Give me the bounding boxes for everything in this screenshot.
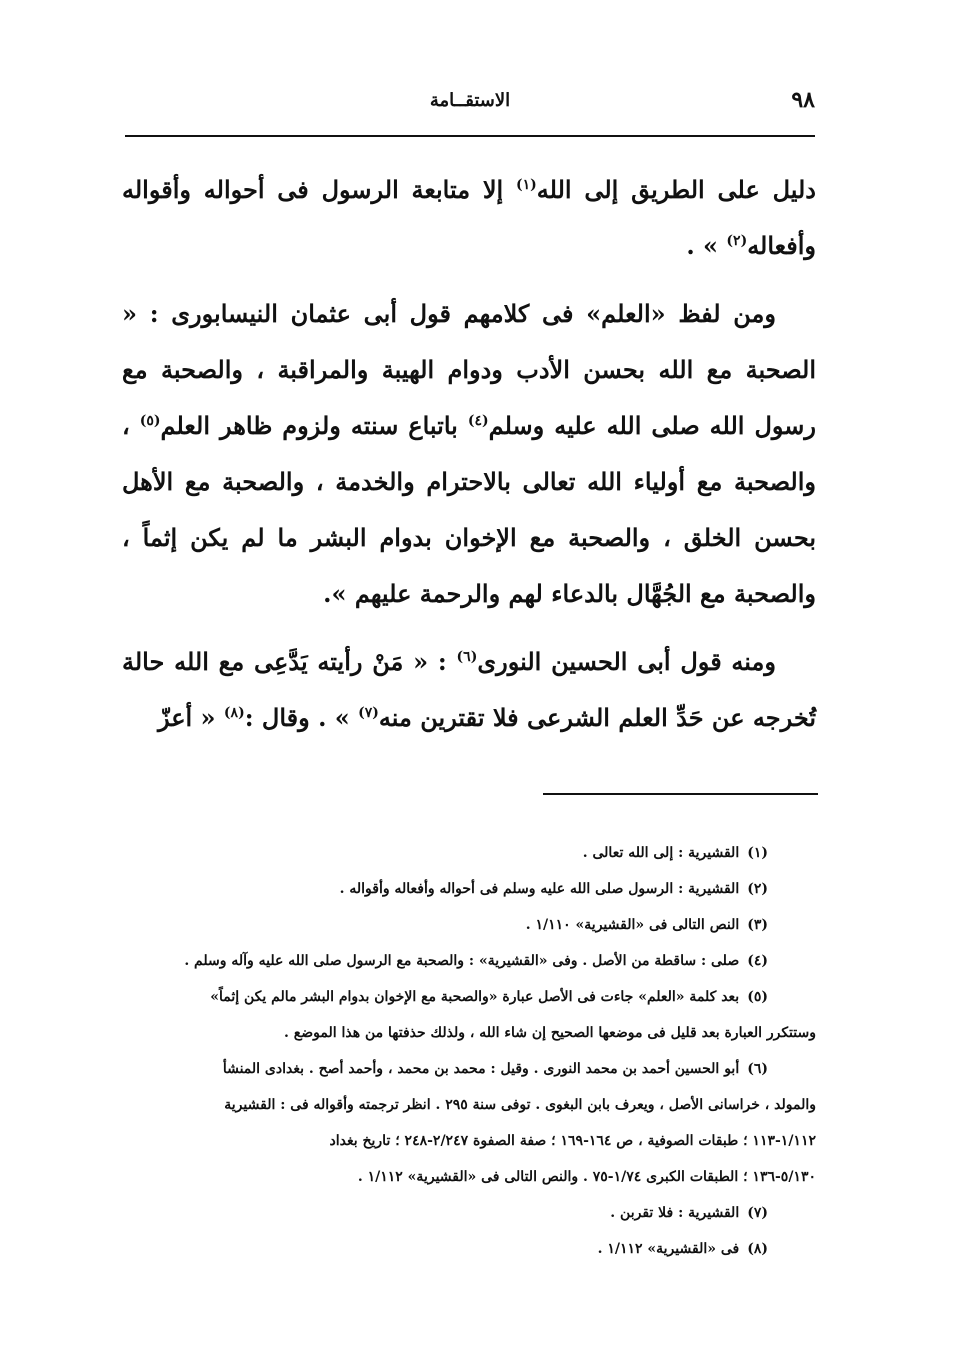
footnote-5: (٥)بعد كلمة «العلم» جاءت فى الأصل عبارة «والصحبة مع الإخوان بدوام البشر مالم يكن إثماً»: [210, 989, 768, 1005]
page-number: ٩٨: [791, 87, 815, 113]
footnote-3: (٣)النص التالى فى «القشيرية» ١/١١٠ .: [525, 917, 768, 933]
footnote-ref-8: (٨): [223, 705, 245, 721]
paragraph-1: دليل على الطريق إلى الله$^{(١)}$ إلا متابعة الرسول فى أحواله وأقواله وأفعاله$^{(٢)}$ » .: [122, 175, 816, 260]
footnote-6-line-3: ١/١١٢-١١٣ ؛ طبقات الصوفية ، ص ١٦٤-١٦٩ ؛ صفة الصفوة ٢/٢٤٧-٢٤٨ ؛ تاريخ بغداد: [329, 1133, 816, 1149]
footnote-4: (٤)صلى : ساقطة من الأصل . وفى «القشيرية» : والصحبة مع الرسول صلى الله عليه وآله وسلم .: [184, 953, 768, 969]
footnote-number: (٧): [747, 1205, 768, 1221]
footnote-number: (٤): [747, 953, 768, 969]
footnote-5-continued: وستتكرر العبارة بعد قليل فى موضعها الصحيح إن شاء الله ، ولذلك حذفتها من هذا الموضع .: [284, 1025, 816, 1041]
header-rule: [125, 135, 815, 137]
footnote-ref-4: (٤): [467, 413, 489, 429]
footnote-rule: [543, 793, 818, 795]
footnote-ref-2: (٢): [726, 233, 748, 249]
footnote-number: (١): [747, 845, 768, 861]
running-title: الاستقــامة: [429, 89, 511, 111]
main-text: [122, 162, 816, 746]
footnote-6: (٦)أبو الحسين أحمد بن محمد النورى . وقيل : محمد بن محمد ، وأحمد أصح . بغدادى المنشأ: [222, 1061, 768, 1077]
footnote-ref-7: (٧): [358, 705, 379, 721]
footnote-1: (١)القشيرية : إلى الله تعالى .: [582, 845, 768, 861]
footnote-number: (٨): [747, 1241, 768, 1257]
footnote-number: (٢): [747, 881, 768, 897]
footnote-6-line-2: والمولد ، خراسانى الأصل ، ويعرف بابن البغوى . توفى سنة ٢٩٥ . انظر ترجمته وأقواله فى : القشيرية: [224, 1097, 816, 1113]
footnote-number: (٣): [747, 917, 768, 933]
footnote-ref-1: (١): [515, 177, 537, 193]
footnote-number: (٥): [747, 989, 768, 1005]
footnote-ref-6: (٦): [456, 649, 478, 665]
footnote-ref-5: (٥): [139, 413, 161, 429]
footnote-8: (٨)فى «القشيرية» ١/١١٢ .: [597, 1241, 768, 1257]
footnote-7: (٧)القشيرية : فلا تقربن .: [610, 1205, 768, 1221]
paragraph-2: ومن لفظ «العلم» فى كلامهم قول أبى عثمان النيسابورى : « الصحبة مع الله بحسن الأدب ودوام الهيبة والمراقبة ، والصحبة مع رسول الله صلى الله عليه وسلم$^{(٤)}$ باتباع سنته ولزوم ظاهر العلم$^{(٥)}$ ، والصحبة مع أولياء الله تعالى بالاحترام والخدمة ، والصحبة مع الأهل بحسن الخلق ، والصحبة مع الإخوان بدوام البشر ما لم يكن إثماً ، والصحبة مع الجُهَّال بالدعاء لهم والرحمة عليهم ».: [122, 299, 816, 608]
footnote-2: (٢)القشيرية : الرسول صلى الله عليه وسلم فى أحواله وأفعاله وأقواله .: [339, 881, 768, 897]
paragraph-3: ومنه قول أبى الحسين النورى$^{(٦)}$ : « مَنْ رأيته يَدَّعِى مع الله حالة تُخرجه عن حَدِّ العلم الشرعى فلا تقترين منه$^{(٧)}$ » . وقال :$^{(٨)}$ « أعزّ: [122, 647, 816, 732]
running-head: [125, 82, 815, 118]
footnote-6-line-4: ٥/١٣٠-١٣٦ ؛ الطبقات الكبرى ١/٧٤-٧٥ . والنص التالى فى «القشيرية» ١/١١٢ .: [357, 1169, 816, 1185]
footnote-number: (٦): [747, 1061, 768, 1077]
footnotes: [122, 835, 816, 1267]
